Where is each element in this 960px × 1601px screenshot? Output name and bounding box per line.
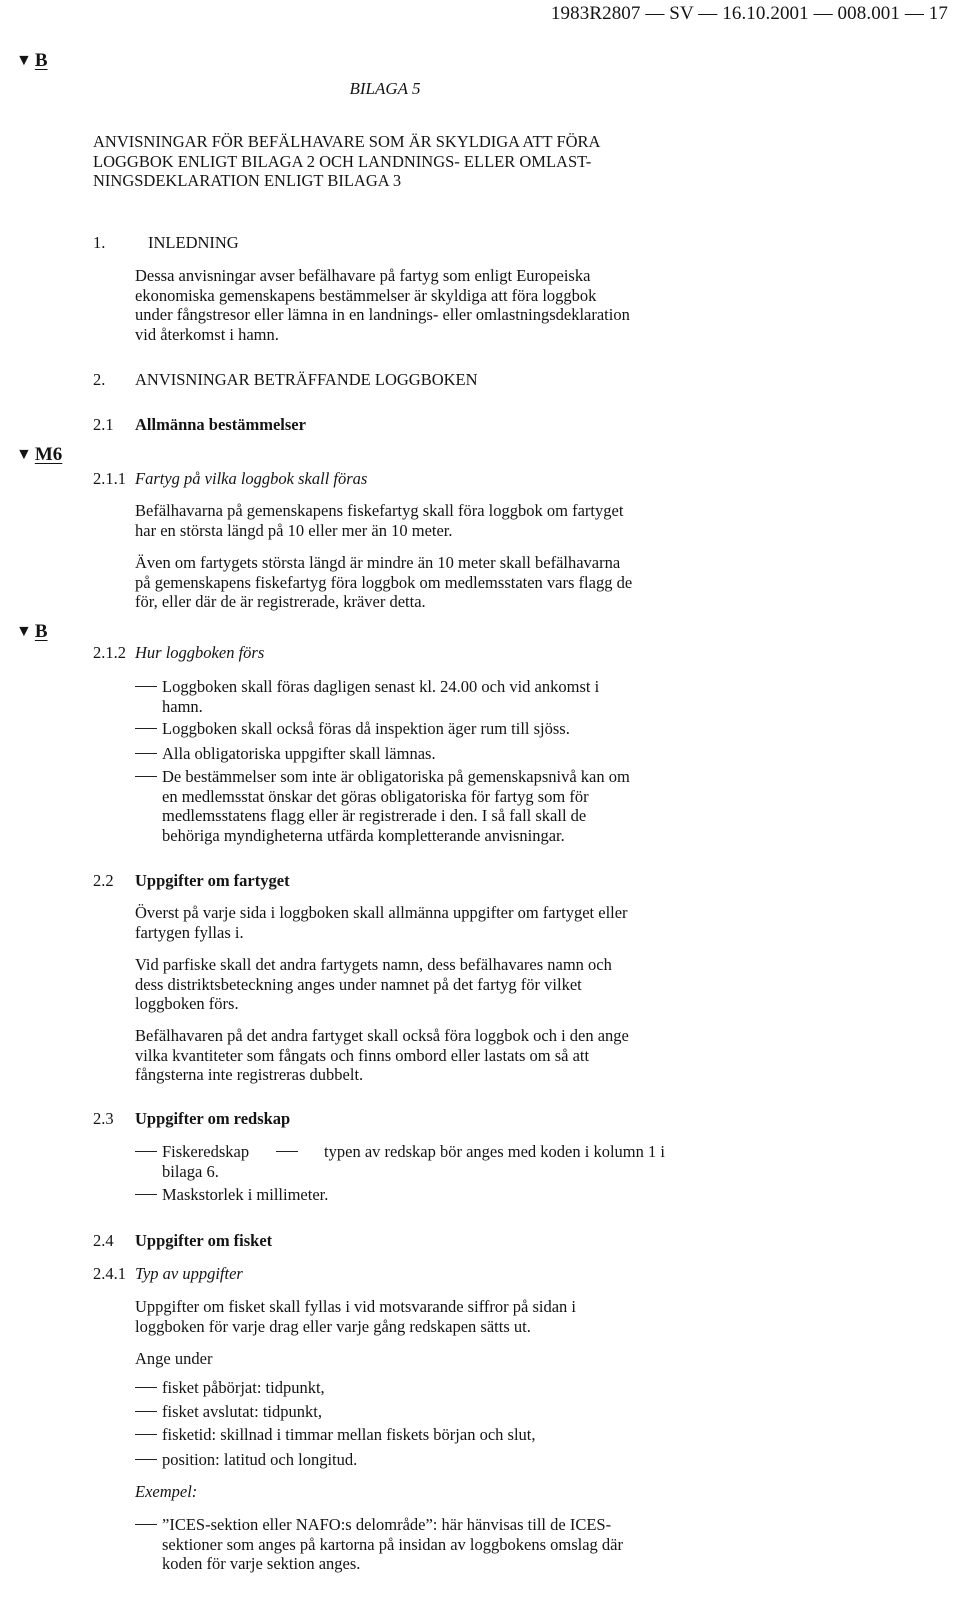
example-label: Exempel: — [135, 1482, 198, 1501]
section-2-number: 2. — [93, 370, 106, 389]
section-2-1-1-paragraph — [135, 553, 665, 612]
list-item — [162, 744, 665, 764]
amendment-marker-m6[interactable] — [16, 444, 62, 466]
text-line: för, eller där de är registrerade, kräver detta. — [135, 592, 426, 611]
annex-label: BILAGA 5 — [349, 79, 421, 98]
section-2-2-title: Uppgifter om fartyget — [135, 871, 290, 890]
text-line: dess distriktsbeteckning anges under namnet på det fartyg för vilket — [135, 974, 582, 994]
dash-bullet — [135, 1387, 157, 1388]
text-line — [162, 1142, 665, 1162]
text-line: fartygen fyllas i. — [135, 922, 244, 942]
text-line: Loggboken skall föras dagligen senast kl. 24.00 och vid ankomst i — [162, 677, 600, 696]
marker-code: M6 — [34, 444, 63, 465]
text-line: Vid parfiske skall det andra fartygets namn, dess befälhavares namn och — [135, 955, 612, 974]
section-2-3-title: Uppgifter om redskap — [135, 1109, 291, 1128]
list-item: position: latitud och longitud. — [162, 1450, 358, 1469]
list-item: fisket påbörjat: tidpunkt, — [162, 1378, 325, 1397]
section-2-1-1-paragraph — [135, 501, 665, 540]
title-line: LOGGBOK ENLIGT BILAGA 2 OCH LANDNINGS- ELLER OMLAST- — [93, 151, 592, 171]
section-2-4-1-title: Typ av uppgifter — [135, 1264, 243, 1283]
page-header: 1983R2807 — SV — 16.10.2001 — 008.001 — 17 — [550, 3, 948, 24]
text-line: en medlemsstat önskar det göras obligatoriska för fartyg som för — [162, 786, 589, 806]
example-item — [162, 1515, 665, 1574]
list-item: fisketid: skillnad i timmar mellan fiskets början och slut, — [162, 1425, 536, 1444]
dash-bullet — [135, 1434, 157, 1435]
section-2-1-number: 2.1 — [93, 415, 114, 434]
list-item — [162, 719, 665, 739]
section-2-title: ANVISNINGAR BETRÄFFANDE LOGGBOKEN — [135, 370, 478, 389]
text-line: på gemenskapens fiskefartyg föra loggbok om medlemsstaten vars flagg de — [135, 572, 633, 592]
text-line: hamn. — [162, 696, 203, 716]
section-2-4-number: 2.4 — [93, 1231, 114, 1250]
text-line: Alla obligatoriska uppgifter skall lämnas. — [162, 744, 436, 763]
section-2-1-2-title: Hur loggboken förs — [135, 643, 265, 662]
list-item — [162, 767, 665, 845]
title-line: ANVISNINGAR FÖR BEFÄLHAVARE SOM ÄR SKYLDIGA ATT FÖRA — [93, 132, 601, 151]
text-line: Loggboken skall också föras då inspektion äger rum till sjöss. — [162, 719, 570, 738]
text-line: vid återkomst i hamn. — [135, 324, 279, 344]
dash-separator — [276, 1151, 298, 1171]
text-line: sektioner som anges på kartorna på insidan av loggbokens omslag där — [162, 1534, 623, 1554]
triangle-down-icon: ▼ — [16, 446, 32, 463]
text-line: De bestämmelser som inte är obligatoriska på gemenskapsnivå kan om — [162, 767, 630, 786]
section-2-1-1-title: Fartyg på vilka loggbok skall föras — [135, 469, 368, 488]
section-1-title: INLEDNING — [148, 233, 239, 252]
text-line: Dessa anvisningar avser befälhavare på fartyg som enligt Europeiska — [135, 266, 591, 285]
text-line: Överst på varje sida i loggboken skall allmänna uppgifter om fartyget eller — [135, 903, 628, 922]
section-2-1-1-number: 2.1.1 — [93, 469, 126, 488]
text-line: Maskstorlek i millimeter. — [162, 1185, 329, 1204]
text-line: medlemsstatens flagg eller är registrerade i den. I så fall skall de — [162, 806, 587, 825]
ange-under-label: Ange under — [135, 1349, 213, 1368]
text-line: har en största längd på 10 eller mer än 10 meter. — [135, 520, 453, 540]
amendment-marker-b[interactable] — [16, 50, 48, 72]
text-line: Befälhavaren på det andra fartyget skall också föra loggbok och i den ange — [135, 1026, 629, 1045]
dash-bullet — [135, 1194, 157, 1195]
triangle-down-icon: ▼ — [16, 52, 32, 69]
list-item: fisket avslutat: tidpunkt, — [162, 1402, 322, 1421]
dash-bullet — [135, 728, 157, 729]
section-2-1-2-number: 2.1.2 — [93, 643, 126, 662]
marker-code: B — [34, 50, 48, 71]
text-line: under fångstresor eller lämna in en landnings- eller omlastningsdeklaration — [135, 305, 630, 324]
text-line: Även om fartygets största längd är mindre än 10 meter skall befälhavarna — [135, 553, 621, 572]
marker-code: B — [34, 621, 48, 642]
section-2-3-number: 2.3 — [93, 1109, 114, 1128]
text-line: Befälhavarna på gemenskapens fiskefartyg skall föra loggbok om fartyget — [135, 501, 624, 520]
section-2-2-paragraph — [135, 903, 665, 942]
dash-bullet — [135, 1524, 157, 1525]
text-line: ”ICES-sektion eller NAFO:s delområde”: här hänvisas till de ICES- — [162, 1515, 612, 1534]
section-1-number: 1. — [93, 233, 106, 252]
dash-bullet — [135, 753, 157, 754]
item-head: Fiskeredskap — [162, 1142, 250, 1161]
text-line: koden för varje sektion anges. — [162, 1554, 361, 1573]
text-line: ekonomiska gemenskapens bestämmelser är skyldiga att föra loggbok — [135, 285, 597, 305]
text-line: loggboken för varje drag eller varje gång redskapen sätts ut. — [135, 1316, 531, 1336]
section-2-2-paragraph — [135, 955, 665, 1014]
text-line: behöriga myndigheterna utfärda kompletterande anvisningar. — [162, 825, 565, 845]
dash-bullet — [135, 1151, 157, 1152]
section-2-4-1-number: 2.4.1 — [93, 1264, 126, 1283]
title-line: NINGSDEKLARATION ENLIGT BILAGA 3 — [93, 171, 402, 191]
amendment-marker-b[interactable] — [16, 621, 48, 643]
text-line: loggboken förs. — [135, 994, 239, 1013]
list-item — [162, 1185, 665, 1205]
section-2-1-title: Allmänna bestämmelser — [135, 415, 306, 434]
text-line: vilka kvantiteter som fångats och finns ombord eller lastats om så att — [135, 1045, 590, 1065]
dash-bullet — [135, 1459, 157, 1460]
text-line: fångsterna inte registreras dubbelt. — [135, 1065, 364, 1084]
list-item — [162, 677, 665, 716]
list-item — [162, 1142, 665, 1181]
triangle-down-icon: ▼ — [16, 623, 32, 640]
section-2-4-1-paragraph — [135, 1297, 665, 1336]
section-2-2-number: 2.2 — [93, 871, 114, 890]
text-line: bilaga 6. — [162, 1161, 219, 1181]
item-rest: typen av redskap bör anges med koden i kolumn 1 i — [324, 1142, 665, 1161]
dash-bullet — [135, 686, 157, 687]
section-1-paragraph — [135, 266, 665, 344]
text-line: Uppgifter om fisket skall fyllas i vid motsvarande siffror på sidan i — [135, 1297, 576, 1316]
document-title — [93, 132, 693, 191]
section-2-4-title: Uppgifter om fisket — [135, 1231, 273, 1250]
dash-bullet — [135, 1411, 157, 1412]
dash-bullet — [135, 776, 157, 777]
section-2-2-paragraph — [135, 1026, 665, 1085]
